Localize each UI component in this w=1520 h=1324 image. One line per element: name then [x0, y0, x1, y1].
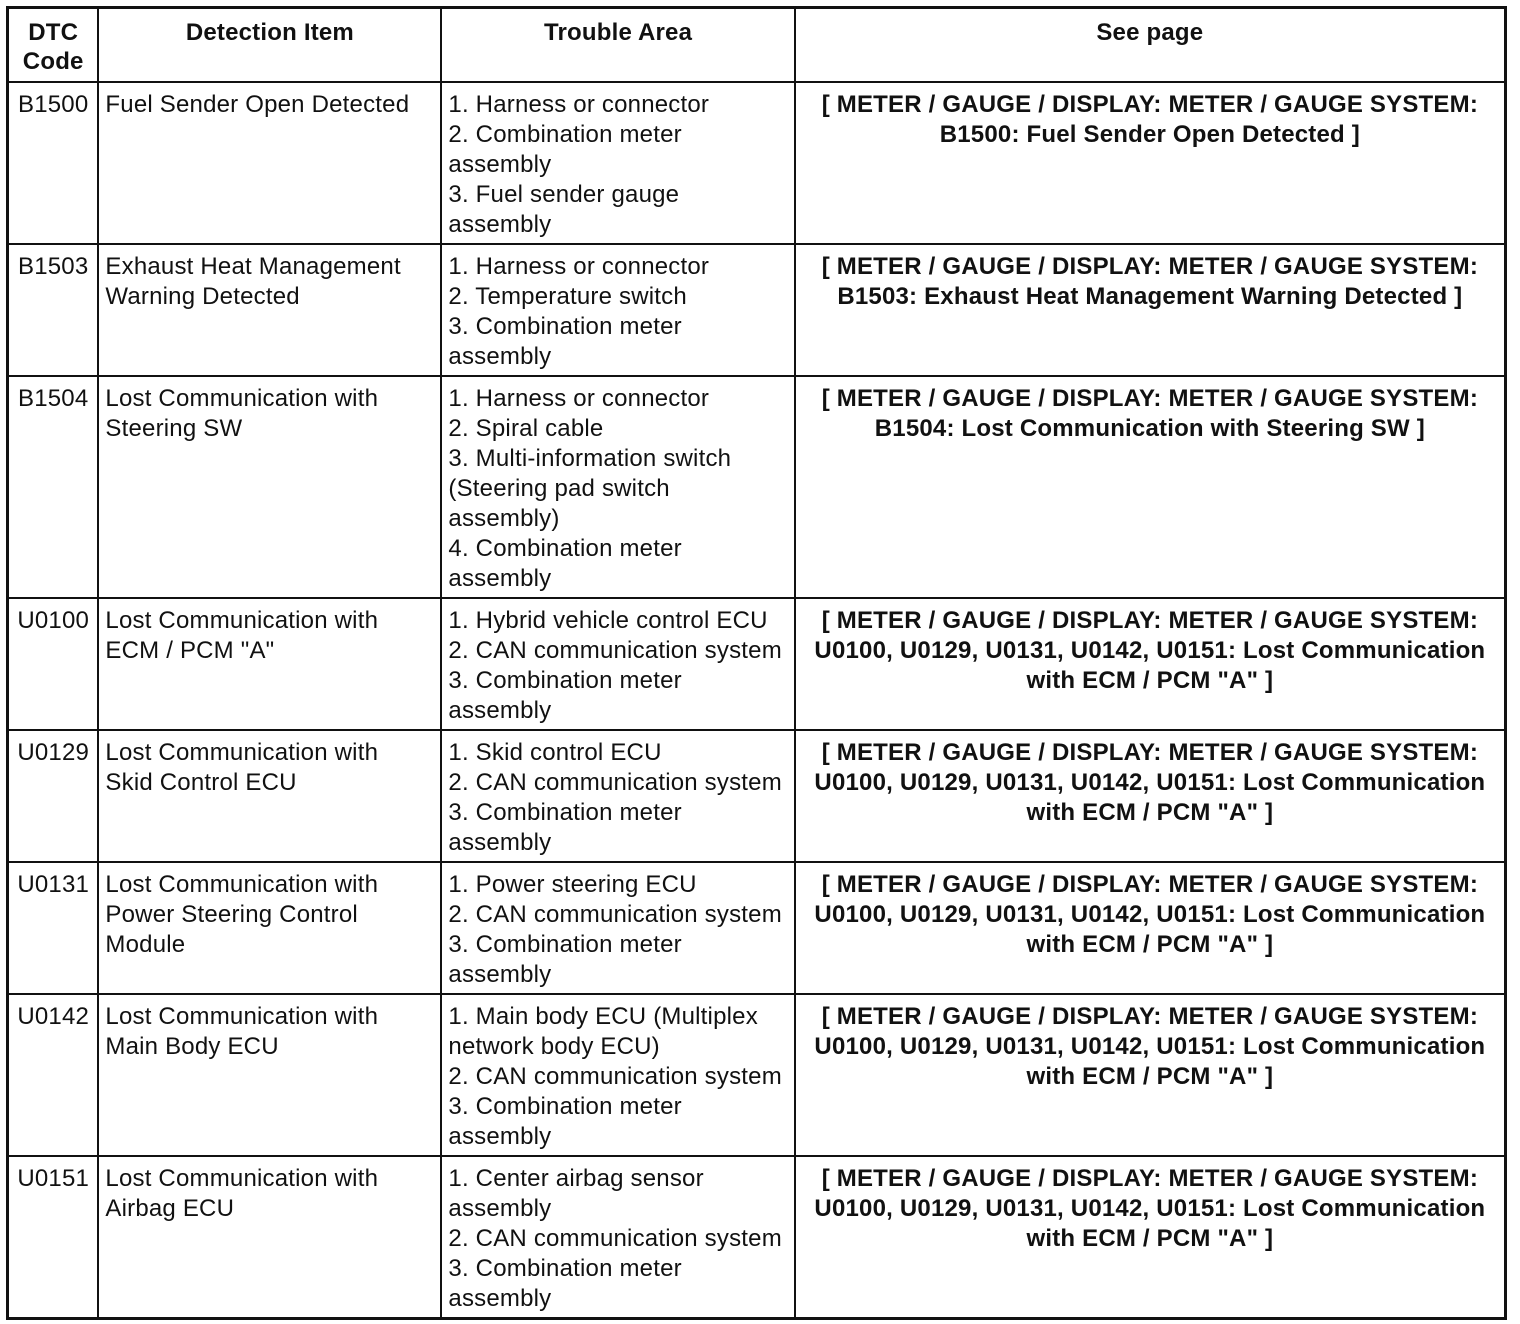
table-row: [8, 82, 1506, 244]
trouble-area-cell-line: assembly: [448, 1195, 552, 1222]
header-dtc-code-line2: Code: [22, 48, 84, 75]
trouble-area-cell-line: assembly: [448, 565, 552, 592]
trouble-area-cell-line: assembly: [448, 829, 552, 856]
trouble-area-cell-line: assembly: [448, 1285, 552, 1312]
see-page-cell-line: with ECM / PCM "A" ]: [1026, 799, 1274, 826]
trouble-area-cell-line: 1. Harness or connector: [448, 91, 710, 118]
trouble-area-cell: [441, 1156, 794, 1319]
trouble-area-cell-line: assembly): [448, 505, 560, 532]
trouble-area-cell-line: 3. Combination meter: [448, 1093, 682, 1120]
detection-item-cell-line: Exhaust Heat Management: [105, 253, 401, 280]
see-page-cell-line: [ METER / GAUGE / DISPLAY: METER / GAUGE SYSTEM:: [821, 385, 1479, 412]
detection-item-cell-line: Main Body ECU: [105, 1033, 279, 1060]
table-row: [8, 862, 1506, 994]
see-page-cell-line: [ METER / GAUGE / DISPLAY: METER / GAUGE SYSTEM:: [821, 607, 1479, 634]
detection-item-cell: [98, 730, 441, 862]
detection-item-cell: [98, 244, 441, 376]
trouble-area-cell-line: network body ECU): [448, 1033, 660, 1060]
dtc-code-cell: U0151: [8, 1156, 99, 1319]
dtc-table: [6, 6, 1507, 1320]
see-page-cell-line: B1504: Lost Communication with Steering SW ]: [874, 415, 1425, 442]
header-detection-item: Detection Item: [98, 8, 441, 83]
see-page-cell[interactable]: [795, 730, 1506, 862]
detection-item-cell-line: Warning Detected: [105, 283, 300, 310]
see-page-cell-line: [ METER / GAUGE / DISPLAY: METER / GAUGE SYSTEM:: [821, 1165, 1479, 1192]
trouble-area-cell-line: assembly: [448, 697, 552, 724]
trouble-area-cell: [441, 730, 794, 862]
trouble-area-cell-line: 1. Harness or connector: [448, 385, 710, 412]
trouble-area-cell-line: 4. Combination meter: [448, 535, 682, 562]
header-see-page: See page: [795, 8, 1506, 83]
dtc-code-cell: U0100: [8, 598, 99, 730]
see-page-cell-line: with ECM / PCM "A" ]: [1026, 1225, 1274, 1252]
header-row: [8, 8, 1506, 83]
dtc-code-cell: U0142: [8, 994, 99, 1156]
see-page-cell-line: U0100, U0129, U0131, U0142, U0151: Lost Communication: [814, 637, 1486, 664]
detection-item-cell: [98, 598, 441, 730]
trouble-area-cell-line: 1. Skid control ECU: [448, 739, 662, 766]
trouble-area-cell: [441, 82, 794, 244]
trouble-area-cell-line: 3. Multi-information switch: [448, 445, 732, 472]
trouble-area-cell-line: 2. Temperature switch: [448, 283, 687, 310]
see-page-cell-line: with ECM / PCM "A" ]: [1026, 931, 1274, 958]
table-row: [8, 598, 1506, 730]
see-page-cell-line: U0100, U0129, U0131, U0142, U0151: Lost Communication: [814, 1033, 1486, 1060]
see-page-cell-line: U0100, U0129, U0131, U0142, U0151: Lost Communication: [814, 769, 1486, 796]
trouble-area-cell-line: 3. Combination meter: [448, 313, 682, 340]
trouble-area-cell-line: assembly: [448, 961, 552, 988]
trouble-area-cell-line: 1. Power steering ECU: [448, 871, 697, 898]
see-page-cell-line: [ METER / GAUGE / DISPLAY: METER / GAUGE SYSTEM:: [821, 253, 1479, 280]
trouble-area-cell-line: 2. Spiral cable: [448, 415, 604, 442]
trouble-area-cell-line: 1. Hybrid vehicle control ECU: [448, 607, 768, 634]
see-page-cell[interactable]: [795, 598, 1506, 730]
trouble-area-cell-line: 1. Main body ECU (Multiplex: [448, 1003, 758, 1030]
detection-item-cell: [98, 862, 441, 994]
detection-item-cell-line: Module: [105, 931, 186, 958]
trouble-area-cell: [441, 862, 794, 994]
detection-item-cell-line: Fuel Sender Open Detected: [105, 91, 410, 118]
trouble-area-cell-line: 2. CAN communication system: [448, 769, 782, 796]
trouble-area-cell-line: 3. Combination meter: [448, 799, 682, 826]
detection-item-cell-line: Power Steering Control: [105, 901, 358, 928]
detection-item-cell-line: Lost Communication with: [105, 871, 379, 898]
trouble-area-cell: [441, 598, 794, 730]
see-page-cell[interactable]: [795, 994, 1506, 1156]
trouble-area-cell-line: 2. CAN communication system: [448, 1225, 782, 1252]
header-dtc-code-line1: DTC: [28, 19, 79, 46]
trouble-area-cell-line: 3. Combination meter: [448, 1255, 682, 1282]
see-page-cell[interactable]: [795, 244, 1506, 376]
table-row: [8, 376, 1506, 598]
trouble-area-cell-line: 1. Center airbag sensor: [448, 1165, 704, 1192]
table-row: [8, 730, 1506, 862]
detection-item-cell-line: ECM / PCM "A": [105, 637, 275, 664]
table-header: [8, 8, 1506, 83]
see-page-cell[interactable]: [795, 1156, 1506, 1319]
see-page-cell-line: with ECM / PCM "A" ]: [1026, 1063, 1274, 1090]
detection-item-cell: [98, 994, 441, 1156]
detection-item-cell-line: Lost Communication with: [105, 385, 379, 412]
see-page-cell-line: with ECM / PCM "A" ]: [1026, 667, 1274, 694]
see-page-cell-line: [ METER / GAUGE / DISPLAY: METER / GAUGE SYSTEM:: [821, 1003, 1479, 1030]
dtc-code-cell: U0131: [8, 862, 99, 994]
trouble-area-cell-line: 3. Combination meter: [448, 931, 682, 958]
trouble-area-cell-line: 2. CAN communication system: [448, 637, 782, 664]
header-trouble-area: Trouble Area: [441, 8, 794, 83]
trouble-area-cell: [441, 994, 794, 1156]
see-page-cell-line: [ METER / GAUGE / DISPLAY: METER / GAUGE SYSTEM:: [821, 871, 1479, 898]
table-row: [8, 1156, 1506, 1319]
dtc-code-cell: B1503: [8, 244, 99, 376]
see-page-cell-line: [ METER / GAUGE / DISPLAY: METER / GAUGE SYSTEM:: [821, 739, 1479, 766]
table-row: [8, 244, 1506, 376]
see-page-cell-line: B1503: Exhaust Heat Management Warning Detected ]: [837, 283, 1463, 310]
trouble-area-cell-line: assembly: [448, 343, 552, 370]
see-page-cell-line: U0100, U0129, U0131, U0142, U0151: Lost Communication: [814, 1195, 1486, 1222]
detection-item-cell: [98, 1156, 441, 1319]
trouble-area-cell-line: 2. CAN communication system: [448, 901, 782, 928]
see-page-cell-line: B1500: Fuel Sender Open Detected ]: [939, 121, 1360, 148]
detection-item-cell-line: Airbag ECU: [105, 1195, 235, 1222]
header-dtc-code: [8, 8, 99, 83]
detection-item-cell-line: Lost Communication with: [105, 1003, 379, 1030]
trouble-area-cell-line: assembly: [448, 211, 552, 238]
detection-item-cell-line: Lost Communication with: [105, 1165, 379, 1192]
see-page-cell[interactable]: [795, 376, 1506, 598]
dtc-code-cell: B1504: [8, 376, 99, 598]
trouble-area-cell-line: 2. Combination meter: [448, 121, 682, 148]
dtc-code-cell: B1500: [8, 82, 99, 244]
table-row: [8, 994, 1506, 1156]
detection-item-cell: [98, 376, 441, 598]
table-body: [8, 82, 1506, 1319]
detection-item-cell-line: Steering SW: [105, 415, 243, 442]
trouble-area-cell: [441, 244, 794, 376]
trouble-area-cell-line: 2. CAN communication system: [448, 1063, 782, 1090]
trouble-area-cell-line: 3. Combination meter: [448, 667, 682, 694]
see-page-cell-line: [ METER / GAUGE / DISPLAY: METER / GAUGE SYSTEM:: [821, 91, 1479, 118]
see-page-cell[interactable]: [795, 82, 1506, 244]
detection-item-cell: [98, 82, 441, 244]
see-page-cell-line: U0100, U0129, U0131, U0142, U0151: Lost Communication: [814, 901, 1486, 928]
detection-item-cell-line: Skid Control ECU: [105, 769, 297, 796]
see-page-cell[interactable]: [795, 862, 1506, 994]
trouble-area-cell: [441, 376, 794, 598]
trouble-area-cell-line: assembly: [448, 1123, 552, 1150]
detection-item-cell-line: Lost Communication with: [105, 607, 379, 634]
dtc-code-cell: U0129: [8, 730, 99, 862]
trouble-area-cell-line: 3. Fuel sender gauge: [448, 181, 680, 208]
detection-item-cell-line: Lost Communication with: [105, 739, 379, 766]
trouble-area-cell-line: (Steering pad switch: [448, 475, 670, 502]
trouble-area-cell-line: assembly: [448, 151, 552, 178]
trouble-area-cell-line: 1. Harness or connector: [448, 253, 710, 280]
